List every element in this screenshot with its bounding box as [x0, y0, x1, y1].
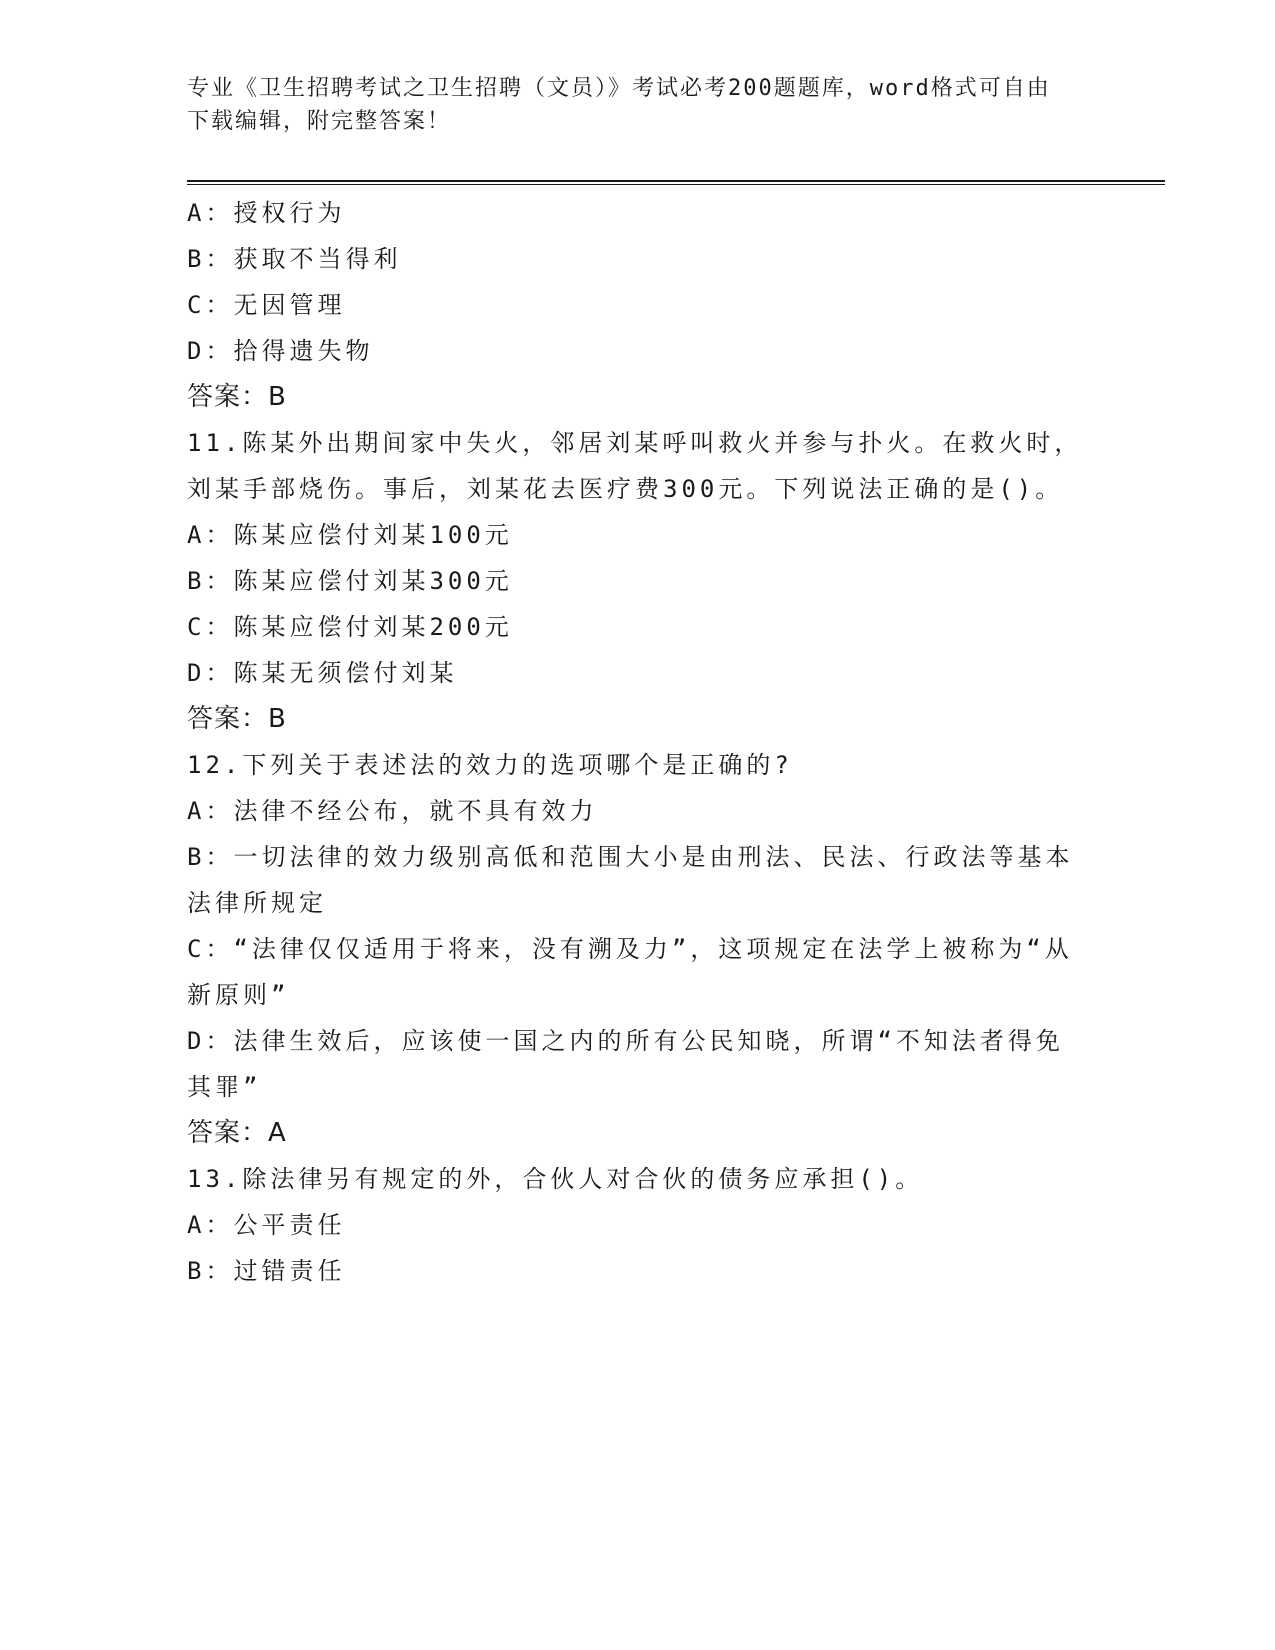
option-a: A：法律不经公布，就不具有效力	[187, 797, 598, 825]
option-d: D：陈某无须偿付刘某	[187, 659, 458, 687]
option-d: D：拾得遗失物	[187, 337, 374, 365]
option-a: A：公平责任	[187, 1211, 346, 1239]
option-c: C：陈某应偿付刘某200元	[187, 613, 513, 641]
question-10	[187, 190, 1087, 420]
question-list	[187, 190, 1087, 1294]
option-b: B：陈某应偿付刘某300元	[187, 567, 513, 595]
document-page	[187, 72, 1087, 1285]
document-header: 专业《卫生招聘考试之卫生招聘（文员）》考试必考200题题库，word格式可自由下载编辑，附完整答案！	[187, 76, 1051, 134]
option-b: B：获取不当得利	[187, 245, 402, 273]
question-12	[187, 742, 1087, 1156]
option-b: B：一切法律的效力级别高低和范围大小是由刑法、民法、行政法等基本法律所规定	[187, 843, 1074, 917]
answer: 答案：B	[187, 382, 287, 412]
header-divider	[187, 180, 1165, 185]
option-a: A：陈某应偿付刘某100元	[187, 521, 513, 549]
question-stem: 12.下列关于表述法的效力的选项哪个是正确的?	[187, 751, 793, 779]
answer: 答案：B	[187, 704, 287, 734]
option-b: B：过错责任	[187, 1257, 346, 1285]
answer: 答案：A	[187, 1118, 287, 1148]
question-stem: 13.除法律另有规定的外，合伙人对合伙的债务应承担()。	[187, 1165, 924, 1193]
option-a: A：授权行为	[187, 199, 346, 227]
question-stem: 11.陈某外出期间家中失火，邻居刘某呼叫救火并参与扑火。在救火时，刘某手部烧伤。事后，刘某花去医疗费300元。下列说法正确的是()。	[187, 429, 1083, 503]
question-11	[187, 420, 1087, 742]
option-c: C：“法律仅仅适用于将来，没有溯及力”，这项规定在法学上被称为“从新原则”	[187, 935, 1073, 1009]
question-13	[187, 1156, 1087, 1294]
option-c: C：无因管理	[187, 291, 346, 319]
option-d: D：法律生效后，应该使一国之内的所有公民知晓，所谓“不知法者得免其罪”	[187, 1027, 1064, 1101]
